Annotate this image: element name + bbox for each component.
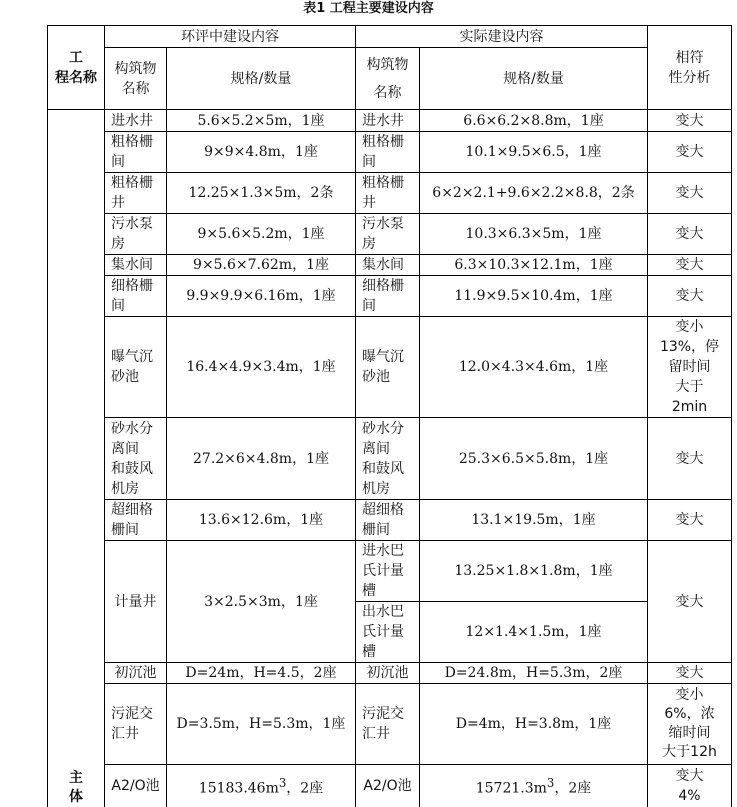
eia-spec: D=3.5m，H=5.3m，1座: [167, 684, 356, 765]
eia-structure-name: 污水泵 房: [105, 214, 167, 255]
eia-spec: 9.9×9.9×6.16m，1座: [167, 276, 356, 317]
actual-structure-name: 集水间: [356, 255, 420, 276]
side-label: 主 体: [69, 769, 83, 805]
eia-spec: 9×9×4.8m，1座: [167, 132, 356, 173]
analysis: 变小 6%，浓 缩时间 大于12h: [648, 684, 732, 765]
actual-spec: D=24.8m，H=5.3m，2座: [420, 663, 648, 684]
header-structure-name-actual: 构筑物 名称: [356, 48, 420, 110]
header-spec-actual: 规格/数量: [420, 48, 648, 110]
eia-spec: 13.6×12.6m，1座: [167, 500, 356, 541]
side-label-cell: [48, 110, 105, 807]
eia-spec: 27.2×6×4.8m，1座: [167, 418, 356, 500]
eia-structure-name: 初沉池: [105, 663, 167, 684]
actual-structure-name-outlet-flume: 出水巴 氏计量槽: [356, 602, 420, 663]
eia-spec-count: ，2座: [286, 780, 324, 797]
actual-spec: 12.0×4.3×4.6m，1座: [420, 317, 648, 418]
actual-spec-count: ，2座: [554, 780, 592, 797]
analysis: 变大: [648, 214, 732, 255]
eia-structure-name: 集水间: [105, 255, 167, 276]
actual-spec: 11.9×9.5×10.4m，1座: [420, 276, 648, 317]
analysis: 变大 4%: [648, 765, 732, 807]
analysis: 变大: [648, 173, 732, 214]
actual-spec: 25.3×6.5×5.8m，1座: [420, 418, 648, 500]
analysis: 变大: [648, 276, 732, 317]
actual-spec-value: 15721.3m: [475, 780, 547, 797]
actual-spec: 10.1×9.5×6.5，1座: [420, 132, 648, 173]
actual-structure-name: 污水泵 房: [356, 214, 420, 255]
actual-spec: 13.1×19.5m，1座: [420, 500, 648, 541]
table-caption: 表1 工程主要建设内容: [303, 1, 434, 16]
header-project-name: 工 程名称: [48, 26, 105, 110]
analysis: 变大: [648, 110, 732, 132]
header-actual-group: 实际建设内容: [356, 26, 648, 48]
analysis: 变小 13%，停 留时间 大于 2min: [648, 317, 732, 418]
actual-structure-name: 曝气沉 砂池: [356, 317, 420, 418]
eia-spec: D=24m，H=4.5，2座: [167, 663, 356, 684]
header-spec-eia: 规格/数量: [167, 48, 356, 110]
eia-structure-name: A2/O池: [105, 765, 167, 807]
eia-structure-name: 超细格 栅间: [105, 500, 167, 541]
eia-spec-value: 15183.46m: [198, 780, 279, 797]
actual-structure-name: 超细格 栅间: [356, 500, 420, 541]
eia-structure-name: 进水井: [105, 110, 167, 132]
eia-spec: 12.25×1.3×5m，2条: [167, 173, 356, 214]
actual-spec-exponent: 3: [546, 775, 555, 790]
actual-structure-name: 粗格栅 间: [356, 132, 420, 173]
eia-structure-name: 细格栅 间: [105, 276, 167, 317]
actual-structure-name: 进水井: [356, 110, 420, 132]
eia-spec: 16.4×4.9×3.4m，1座: [167, 317, 356, 418]
eia-spec: 9×5.6×5.2m，1座: [167, 214, 356, 255]
eia-spec: 3×2.5×3m，1座: [167, 541, 356, 663]
actual-structure-name: 污泥交 汇井: [356, 684, 420, 765]
analysis: 变大: [648, 132, 732, 173]
eia-structure-name: 粗格栅 井: [105, 173, 167, 214]
header-eia-group: 环评中建设内容: [105, 26, 356, 48]
actual-structure-name: 初沉池: [356, 663, 420, 684]
eia-structure-name: 曝气沉 砂池: [105, 317, 167, 418]
actual-spec-outlet-flume: 12×1.4×1.5m，1座: [420, 602, 648, 663]
analysis: 变大: [648, 541, 732, 663]
eia-structure-name: 计量井: [105, 541, 167, 663]
actual-structure-name: A2/O池: [356, 765, 420, 807]
eia-spec: 9×5.6×7.62m，1座: [167, 255, 356, 276]
actual-structure-name: 砂水分 离间 和鼓风 机房: [356, 418, 420, 500]
eia-structure-name: 粗格栅 间: [105, 132, 167, 173]
eia-spec-exponent: 3: [278, 775, 287, 790]
actual-spec-inlet-flume: 13.25×1.8×1.8m，1座: [420, 541, 648, 602]
analysis: 变大: [648, 663, 732, 684]
actual-spec: 6.6×6.2×8.8m，1座: [420, 110, 648, 132]
analysis: 变大: [648, 255, 732, 276]
actual-structure-name: 粗格栅 井: [356, 173, 420, 214]
actual-spec: [420, 765, 648, 807]
actual-spec: 10.3×6.3×5m，1座: [420, 214, 648, 255]
actual-structure-name: 细格栅 间: [356, 276, 420, 317]
analysis: 变大: [648, 500, 732, 541]
actual-spec: 6.3×10.3×12.1m，1座: [420, 255, 648, 276]
eia-structure-name: 污泥交 汇井: [105, 684, 167, 765]
actual-structure-name-inlet-flume: 进水巴 氏计量槽: [356, 541, 420, 602]
actual-spec: 6×2×2.1+9.6×2.2×8.8，2条: [420, 173, 648, 214]
eia-structure-name: 砂水分 离间 和鼓风 机房: [105, 418, 167, 500]
construction-content-table: [47, 25, 732, 807]
header-structure-name-eia: 构筑物 名称: [105, 48, 167, 110]
eia-spec: 5.6×5.2×5m，1座: [167, 110, 356, 132]
header-analysis: 相符 性分析: [648, 26, 732, 110]
eia-spec: [167, 765, 356, 807]
analysis: 变大: [648, 418, 732, 500]
actual-spec: D=4m，H=3.8m，1座: [420, 684, 648, 765]
